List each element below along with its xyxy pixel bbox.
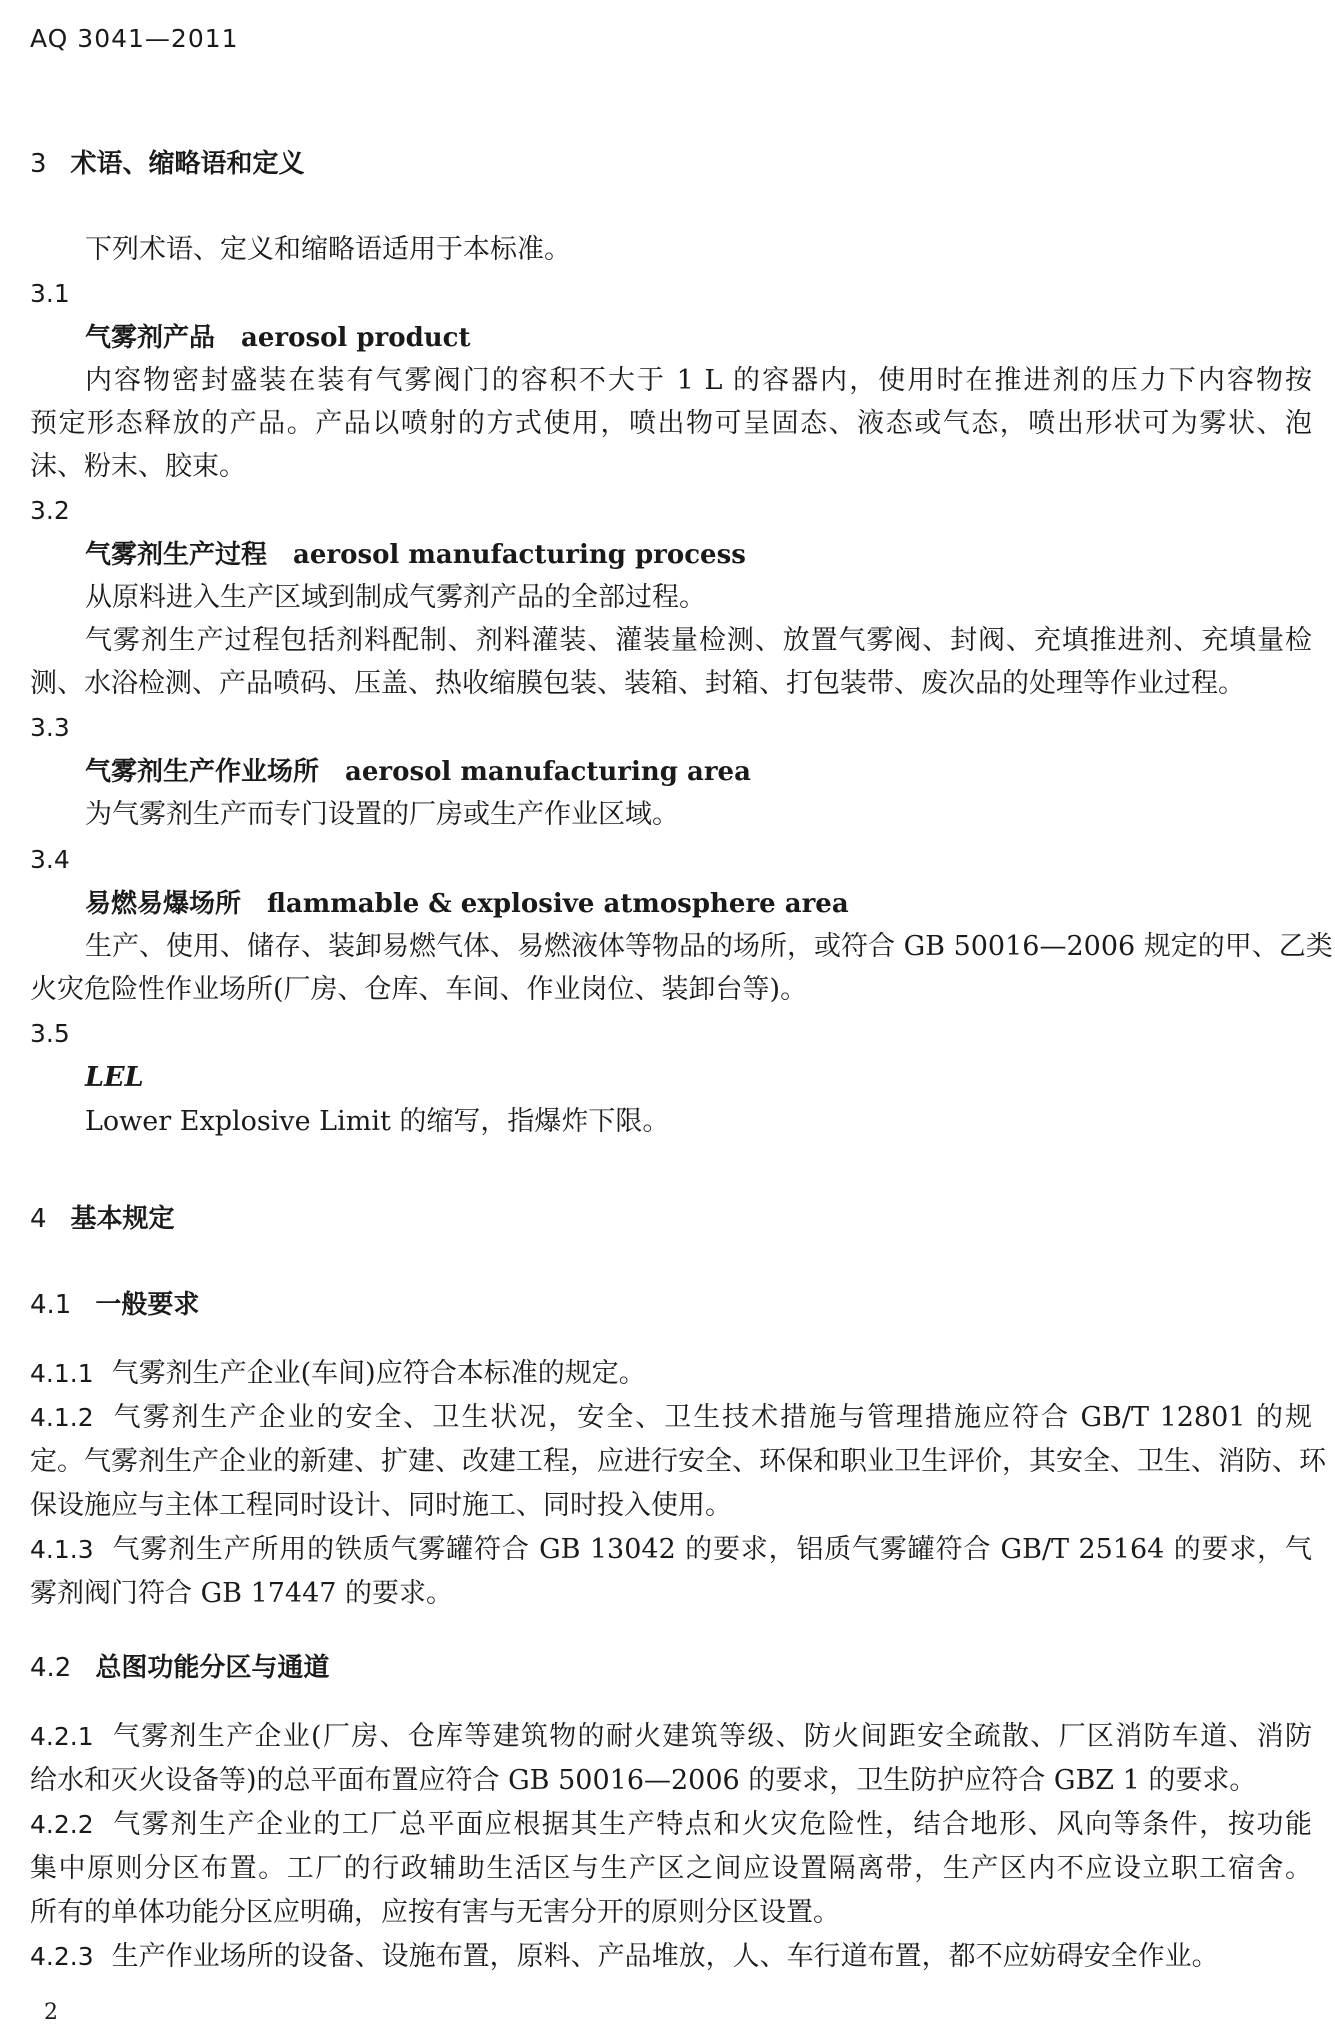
page-number: 2 [44, 2000, 58, 2025]
clause-4-1-3-line-1 [30, 1532, 1312, 1568]
term-3-3-title [85, 754, 1312, 790]
clause-text: 气雾剂生产企业(厂房、仓库等建筑物的耐火建筑等级、防火间距安全疏散、厂区消防车道、消防 [111, 1721, 1312, 1752]
clause-4-1-2-line-3: 保设施应与主体工程同时设计、同时施工、同时投入使用。 [30, 1490, 732, 1521]
term-3-2-title [85, 537, 1312, 573]
section-3-intro: 下列术语、定义和缩略语适用于本标准。 [85, 234, 571, 265]
clause-number: 4.2.2 [30, 1810, 94, 1839]
term-en: aerosol manufacturing process [293, 540, 746, 570]
term-3-3-line-1: 为气雾剂生产而专门设置的厂房或生产作业区域。 [85, 799, 679, 830]
clause-4-2-1-line-1 [30, 1719, 1312, 1755]
subsection-title: 一般要求 [95, 1290, 200, 1320]
clause-4-2-3 [30, 1939, 1312, 1975]
term-3-5-line-1: Lower Explosive Limit 的缩写，指爆炸下限。 [85, 1106, 670, 1137]
term-3-2-line-3: 测、水浴检测、产品喷码、压盖、热收缩膜包装、装箱、封箱、打包装带、废次品的处理等作业过程。 [30, 668, 1245, 699]
term-3-3-number: 3.3 [30, 713, 70, 742]
term-3-1-number: 3.1 [30, 279, 70, 308]
section-4-heading [30, 1201, 1312, 1237]
subsection-4-2-heading [30, 1650, 1312, 1686]
term-3-1-line-3: 沫、粉末、胶束。 [30, 451, 246, 482]
term-cn: 易燃易爆场所 [85, 889, 242, 919]
clause-text: 气雾剂生产企业的安全、卫生状况，安全、卫生技术措施与管理措施应符合 GB/T 12801 的规 [111, 1402, 1312, 1433]
term-3-4-line-2: 火灾危险性作业场所(厂房、仓库、车间、作业岗位、装卸台等)。 [30, 974, 808, 1005]
term-cn: 气雾剂生产过程 [85, 540, 268, 570]
term-en: flammable & explosive atmosphere area [267, 889, 849, 919]
term-3-2-line-1: 从原料进入生产区域到制成气雾剂产品的全部过程。 [85, 582, 706, 613]
term-3-2-number: 3.2 [30, 496, 70, 525]
clause-number: 4.1.3 [30, 1535, 94, 1564]
term-3-5-number: 3.5 [30, 1019, 70, 1048]
subsection-number: 4.2 [30, 1653, 72, 1683]
section-number: 3 [30, 149, 47, 179]
clause-number: 4.1.1 [30, 1359, 94, 1388]
clause-4-1-2-line-1 [30, 1400, 1312, 1436]
section-title: 术语、缩略语和定义 [70, 149, 305, 179]
term-en: aerosol manufacturing area [345, 757, 751, 787]
clause-text: 气雾剂生产所用的铁质气雾罐符合 GB 13042 的要求，铝质气雾罐符合 GB/T 25164 的要求，气 [111, 1534, 1312, 1565]
clause-number: 4.2.1 [30, 1722, 94, 1751]
section-3-heading [30, 146, 1312, 182]
term-3-1-line-2: 预定形态释放的产品。产品以喷射的方式使用，喷出物可呈固态、液态或气态，喷出形状可为雾状、泡 [30, 408, 1312, 439]
clause-4-2-2-line-3: 所有的单体功能分区应明确，应按有害与无害分开的原则分区设置。 [30, 1897, 840, 1928]
clause-4-1-2-line-2: 定。气雾剂生产企业的新建、扩建、改建工程，应进行安全、环保和职业卫生评价，其安全、卫生、消防、环 [30, 1446, 1326, 1477]
term-3-5-title: LEL [85, 1062, 144, 1093]
term-3-1-title [85, 320, 1312, 356]
subsection-title: 总图功能分区与通道 [95, 1653, 330, 1683]
term-cn: 气雾剂产品 [85, 323, 216, 353]
clause-text: 气雾剂生产企业(车间)应符合本标准的规定。 [111, 1358, 646, 1389]
section-number: 4 [30, 1204, 47, 1234]
clause-text: 生产作业场所的设备、设施布置，原料、产品堆放，人、车行道布置，都不应妨碍安全作业。 [111, 1941, 1219, 1972]
term-3-4-title [85, 886, 1312, 922]
clause-4-2-2-line-2: 集中原则分区布置。工厂的行政辅助生活区与生产区之间应设置隔离带，生产区内不应设立职工宿舍。 [30, 1853, 1312, 1884]
clause-4-1-1 [30, 1356, 1312, 1392]
clause-4-1-3-line-2: 雾剂阀门符合 GB 17447 的要求。 [30, 1578, 454, 1609]
clause-number: 4.2.3 [30, 1942, 94, 1971]
clause-4-2-1-line-2: 给水和灭火设备等)的总平面布置应符合 GB 50016—2006 的要求，卫生防护应符合 GBZ 1 的要求。 [30, 1765, 1257, 1796]
term-3-1-line-1: 内容物密封盛装在装有气雾阀门的容积不大于 1 L 的容器内，使用时在推进剂的压力下内容物按 [85, 365, 1312, 396]
term-cn: 气雾剂生产作业场所 [85, 757, 320, 787]
section-title: 基本规定 [70, 1204, 175, 1234]
term-3-4-line-1: 生产、使用、储存、装卸易燃气体、易燃液体等物品的场所，或符合 GB 50016—2006 规定的甲、乙类 [85, 931, 1333, 962]
clause-text: 气雾剂生产企业的工厂总平面应根据其生产特点和火灾危险性，结合地形、风向等条件，按功能 [111, 1809, 1312, 1840]
term-en: aerosol product [241, 323, 471, 353]
subsection-4-1-heading [30, 1287, 1312, 1323]
term-3-4-number: 3.4 [30, 845, 70, 874]
term-3-2-line-2: 气雾剂生产过程包括剂料配制、剂料灌装、灌装量检测、放置气雾阀、封阀、充填推进剂、充填量检 [85, 625, 1312, 656]
subsection-number: 4.1 [30, 1290, 72, 1320]
clause-4-2-2-line-1 [30, 1807, 1312, 1843]
clause-number: 4.1.2 [30, 1403, 94, 1432]
standard-code-header: AQ 3041—2011 [30, 24, 239, 53]
